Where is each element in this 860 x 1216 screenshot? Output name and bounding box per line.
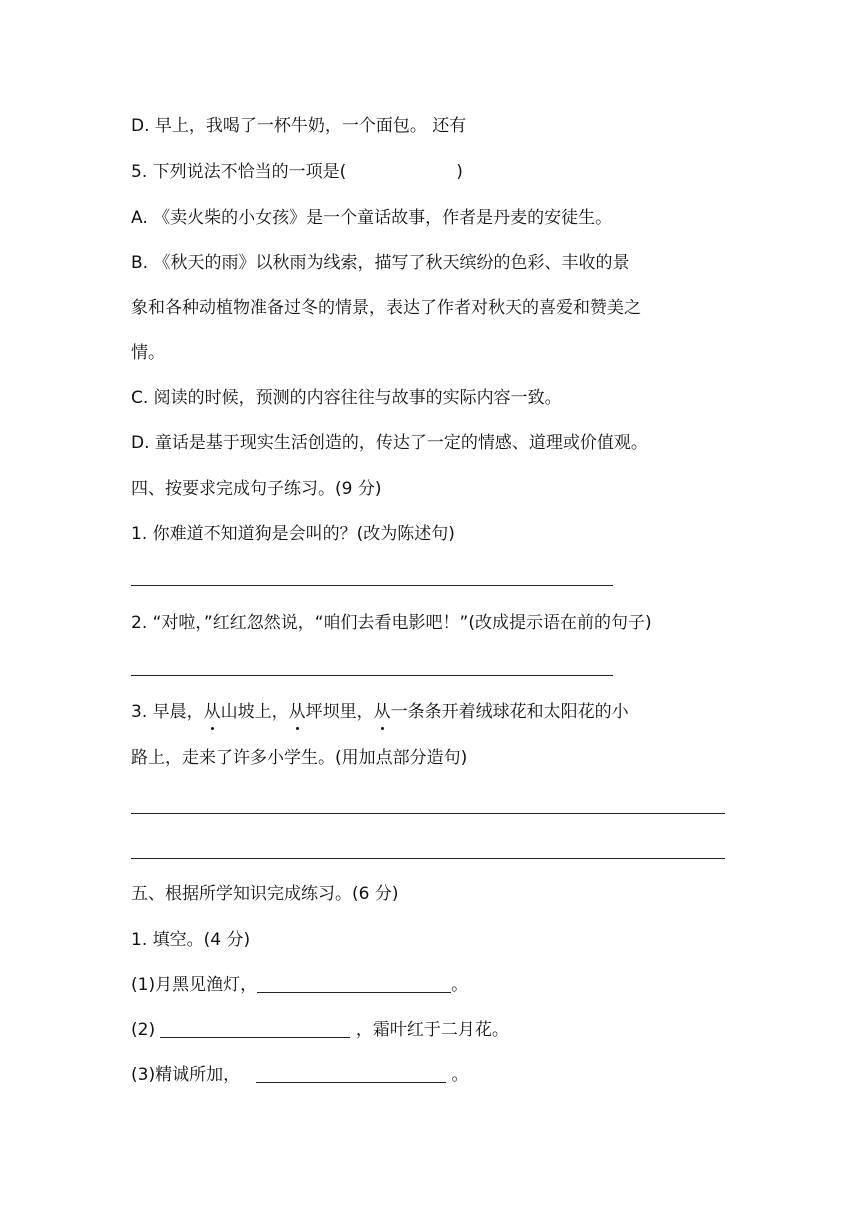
answer-line-1[interactable] (131, 585, 613, 586)
fill-1-suffix: 。 (451, 975, 469, 995)
fill-1-blank[interactable] (257, 974, 451, 993)
option-b-line-3: 情。 (131, 343, 165, 363)
fill-3-prefix: (3)精诚所加， (131, 1065, 241, 1085)
fill-blank-2 (131, 1018, 509, 1042)
fill-blank-3 (131, 1063, 469, 1087)
section-4-title: 四、按要求完成句子练习。(9 分) (131, 479, 382, 499)
fill-2-suffix: ，霜叶红于二月花。 (350, 1020, 509, 1040)
answer-line-3b[interactable] (131, 858, 725, 859)
question-5-stem (131, 160, 463, 184)
question-5-stem-text: 5. 下列说法不恰当的一项是( (131, 162, 347, 182)
section-5-question-1: 1. 填空。(4 分) (131, 930, 251, 950)
q3-text-2: 山坡上， (220, 702, 289, 722)
fill-1-prefix: (1)月黑见渔灯， (131, 975, 258, 995)
section-4-question-1: 1. 你难道不知道狗是会叫的？(改为陈述句) (131, 524, 455, 544)
fill-2-blank[interactable] (160, 1019, 350, 1038)
option-c: C. 阅读的时候，预测的内容往往与故事的实际内容一致。 (131, 388, 562, 408)
fill-3-blank[interactable] (256, 1064, 446, 1083)
answer-line-3a[interactable] (131, 813, 725, 814)
q3-text-4: 一条条开着绒球花和太阳花的小 (390, 702, 629, 722)
dotted-char: 从 (373, 702, 391, 722)
section-5-title: 五、根据所学知识完成练习。(6 分) (131, 884, 399, 904)
section-4-question-3-line-2: 路上，走来了许多小学生。(用加点部分造句) (131, 748, 468, 768)
option-a: A. 《卖火柴的小女孩》是一个童话故事，作者是丹麦的安徒生。 (131, 208, 613, 228)
q3-text-1: 3. 早晨， (131, 702, 204, 722)
option-d-line: D. 早上，我喝了一杯牛奶，一个面包。 还有 (131, 116, 467, 136)
question-5-stem-close: ) (456, 162, 463, 182)
fill-3-suffix: 。 (446, 1065, 469, 1085)
option-b-line-2: 象和各种动植物准备过冬的情景，表达了作者对秋天的喜爱和赞美之 (131, 298, 641, 318)
section-4-question-2: 2. “对啦，”红红忽然说，“咱们去看电影吧！”(改成提示语在前的句子) (131, 613, 652, 633)
option-d: D. 童话是基于现实生活创造的，传达了一定的情感、道理或价值观。 (131, 433, 648, 453)
dotted-char: 从 (203, 702, 221, 722)
fill-blank-1 (131, 973, 468, 997)
fill-2-prefix: (2) (131, 1020, 161, 1040)
section-4-question-3-line-1 (131, 700, 629, 724)
answer-line-2[interactable] (131, 675, 613, 676)
option-b-line-1: B. 《秋天的雨》以秋雨为线索，描写了秋天缤纷的色彩、丰收的景 (131, 253, 630, 273)
dotted-char: 从 (288, 702, 306, 722)
q3-text-3: 坪坝里， (305, 702, 374, 722)
